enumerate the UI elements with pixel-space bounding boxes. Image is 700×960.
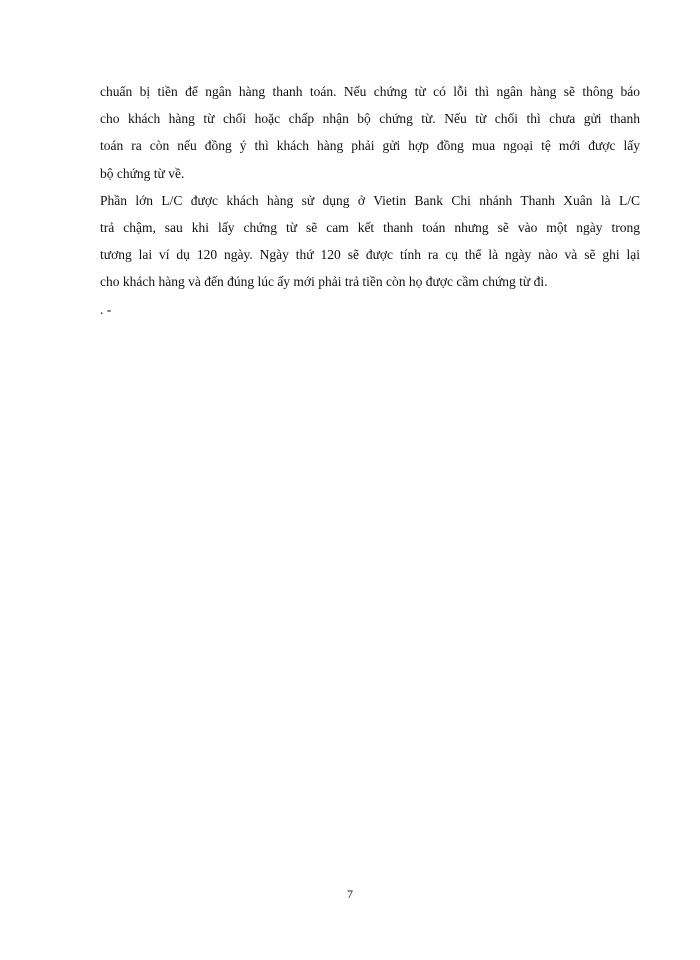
paragraph-1 bbox=[100, 78, 640, 187]
text-line: bộ chứng từ về. bbox=[100, 165, 185, 181]
text-line: toán ra còn nếu đồng ý thì khách hàng phải gửi hợp đồng mua ngoại tệ mới được lấy bbox=[100, 138, 640, 154]
paragraph-2 bbox=[100, 187, 640, 296]
text-line: Phần lớn L/C được khách hàng sử dụng ở Vietin Bank Chi nhánh Thanh Xuân là L/C bbox=[100, 192, 640, 208]
text-line: tương lai ví dụ 120 ngày. Ngày thứ 120 sẽ được tính ra cụ thể là ngày nào và sẽ ghi lại bbox=[100, 247, 640, 263]
text-line: chuẩn bị tiền để ngân hàng thanh toán. Nếu chứng từ có lỗi thì ngân hàng sẽ thông báo bbox=[100, 84, 640, 99]
trailing-mark: . - bbox=[100, 301, 112, 317]
text-line: cho khách hàng và đến đúng lúc ấy mới phải trả tiền còn họ được cầm chứng từ đi. bbox=[100, 274, 548, 290]
text-line: trả chậm, sau khi lấy chứng từ sẽ cam kết thanh toán nhưng sẽ vào một ngày trong bbox=[100, 219, 640, 235]
body-text bbox=[100, 78, 640, 323]
page-number: 7 bbox=[347, 887, 353, 901]
text-line: cho khách hàng từ chối hoặc chấp nhận bộ chứng từ. Nếu từ chối thì chưa gửi thanh bbox=[100, 111, 640, 127]
